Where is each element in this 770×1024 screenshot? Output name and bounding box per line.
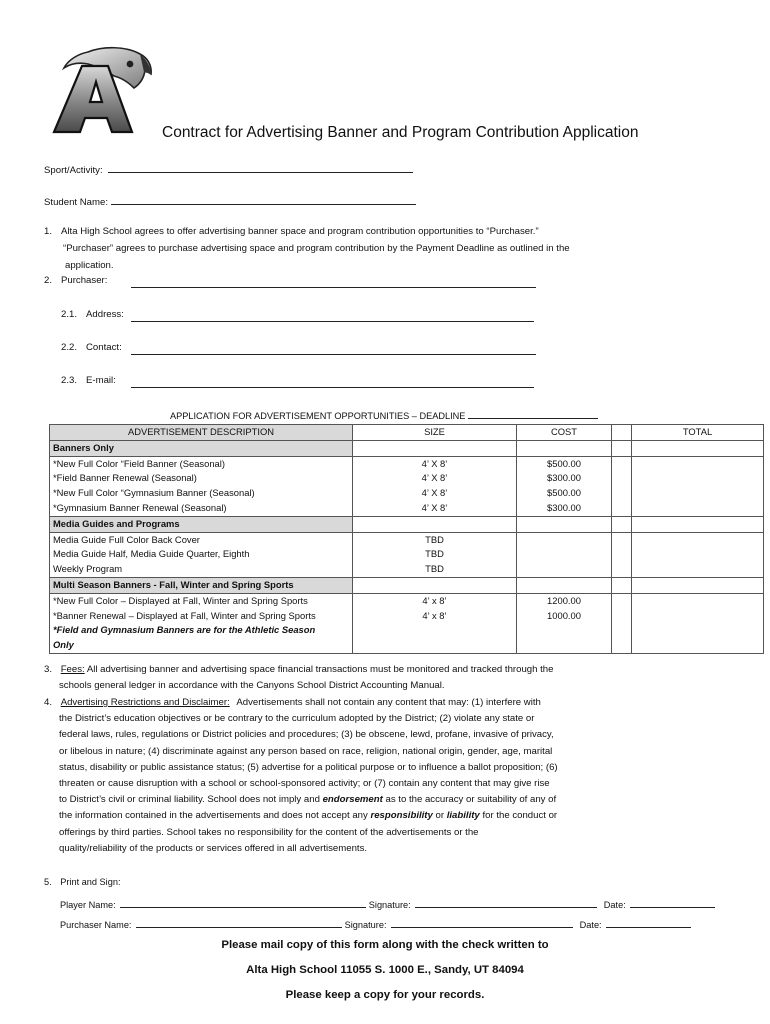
student-field-row bbox=[44, 194, 416, 208]
application-heading bbox=[170, 409, 598, 421]
table-row bbox=[50, 577, 764, 593]
player-signature-label: Signature: bbox=[368, 900, 411, 910]
row-check-cell[interactable] bbox=[612, 456, 632, 516]
banner-cost-4: $300.00 bbox=[547, 501, 581, 513]
fees-line-2: schools general ledger in accordance with the Canyons School District Accounting Manual. bbox=[59, 680, 445, 692]
restrictions-line-9: offerings by third parties. School takes no responsibility for the content of the advertisements or the bbox=[59, 826, 479, 838]
deadline-input-line[interactable] bbox=[468, 409, 598, 419]
footer-line-3: Please keep a copy for your records. bbox=[285, 989, 485, 1001]
item-2-number: 2. bbox=[44, 275, 53, 286]
banner-desc-3: *New Full Color “Gymnasium Banner (Seasonal) bbox=[53, 487, 255, 499]
row-size bbox=[353, 532, 517, 577]
player-name-input-line[interactable] bbox=[120, 897, 366, 908]
sign-number: 5. bbox=[44, 877, 52, 887]
table-row bbox=[50, 532, 764, 577]
contact-number: 2.2. bbox=[61, 342, 78, 353]
section-media-guides: Media Guides and Programs bbox=[50, 516, 353, 532]
address-label: Address: bbox=[86, 309, 124, 320]
banner-cost-1: $500.00 bbox=[547, 457, 581, 469]
row-cost bbox=[517, 532, 612, 577]
purchaser-date-input-line[interactable] bbox=[606, 917, 691, 928]
restrictions-line-8e: for the conduct or bbox=[482, 810, 558, 822]
item-1-line-1: Alta High School agrees to offer advertising banner space and program contribution opportunities to “Purchaser.” bbox=[61, 226, 539, 237]
purchaser-label: Purchaser: bbox=[61, 275, 108, 286]
purchaser-signature-input-line[interactable] bbox=[391, 917, 573, 928]
media-size-1: TBD bbox=[425, 533, 444, 545]
media-desc-2: Media Guide Half, Media Guide Quarter, Eighth bbox=[53, 548, 250, 560]
row-desc bbox=[50, 456, 353, 516]
purchaser-name-label: Purchaser Name: bbox=[60, 920, 132, 930]
row-size bbox=[353, 593, 517, 653]
restrictions-number: 4. bbox=[44, 697, 53, 708]
item-1-line-2: “Purchaser” agrees to purchase advertising space and program contribution by the Payment Deadline as outlined in the bbox=[63, 243, 570, 254]
endorsement-term: endorsement bbox=[322, 794, 383, 806]
contact-input-line[interactable] bbox=[131, 344, 536, 355]
email-label: E-mail: bbox=[86, 375, 116, 386]
row-total-cell[interactable] bbox=[632, 593, 764, 653]
section-banners-only: Banners Only bbox=[50, 440, 353, 456]
header-description: ADVERTISEMENT DESCRIPTION bbox=[50, 425, 353, 441]
sport-field-row bbox=[44, 162, 413, 176]
application-heading-text: APPLICATION FOR ADVERTISEMENT OPPORTUNITIES – DEADLINE bbox=[170, 411, 466, 421]
table-row bbox=[50, 593, 764, 653]
restrictions-heading: Advertising Restrictions and Disclaimer: bbox=[60, 697, 230, 708]
fees-section bbox=[44, 662, 553, 694]
banner-size-4: 4’ X 8’ bbox=[421, 501, 448, 513]
media-size-2: TBD bbox=[425, 548, 444, 560]
restrictions-line-2: the District’s education objectives or be contrary to the curriculum adopted by the District; (2) violate any state or bbox=[59, 713, 535, 725]
footer-line-1: Please mail copy of this form along with the check written to bbox=[221, 939, 549, 951]
restrictions-line-8a: the information contained in the advertisements and does not accept any bbox=[59, 810, 368, 822]
restrictions-line-7c: as to the accuracy or suitability of any of bbox=[385, 794, 557, 806]
row-total-cell[interactable] bbox=[632, 456, 764, 516]
header-cost: COST bbox=[517, 425, 612, 441]
multi-size-2: 4’ x 8’ bbox=[422, 609, 447, 621]
advertisement-table bbox=[49, 424, 764, 654]
player-date-label: Date: bbox=[603, 900, 626, 910]
email-number: 2.3. bbox=[61, 375, 78, 386]
table-header-row bbox=[50, 425, 764, 441]
restrictions-line-3: federal laws, rules, regulations or District policies and procedures; (3) be obscene, lewd, profane, invasive of privacy, bbox=[59, 729, 554, 741]
student-name-label: Student Name: bbox=[44, 197, 108, 208]
header-size: SIZE bbox=[353, 425, 517, 441]
item-1-line-3: application. bbox=[65, 260, 114, 271]
table-row bbox=[50, 440, 764, 456]
multi-cost-2: 1000.00 bbox=[547, 609, 581, 621]
sport-label: Sport/Activity: bbox=[44, 165, 103, 176]
fees-line-1: All advertising banner and advertising space financial transactions must be monitored and tracked through the bbox=[86, 664, 554, 675]
purchaser-date-label: Date: bbox=[579, 920, 602, 930]
row-cost bbox=[517, 456, 612, 516]
row-desc bbox=[50, 593, 353, 653]
restrictions-line-5: status, disability or public assistance status; (5) advertise for a political purpose or to influence a ballot proposition; (6) bbox=[59, 761, 558, 773]
sign-heading: Print and Sign: bbox=[60, 877, 121, 887]
restrictions-line-6: threaten or cause disruption with a school or school-sponsored activity; or (7) contain any content that may give rise bbox=[59, 778, 550, 790]
banner-cost-2: $300.00 bbox=[547, 472, 581, 484]
footer-address: Alta High School 11055 S. 1000 E., Sandy, UT 84094 bbox=[246, 964, 524, 976]
fees-heading: Fees: bbox=[60, 664, 85, 675]
restrictions-line-1: Advertisements shall not contain any content that may: (1) interfere with bbox=[236, 697, 541, 708]
item-1-number: 1. bbox=[44, 226, 53, 237]
banner-desc-1: *New Full Color “Field Banner (Seasonal) bbox=[53, 457, 225, 469]
contact-label: Contact: bbox=[86, 342, 122, 353]
page-title: Contract for Advertising Banner and Program Contribution Application bbox=[162, 124, 639, 141]
email-input-line[interactable] bbox=[131, 377, 534, 388]
banner-desc-2: *Field Banner Renewal (Seasonal) bbox=[53, 472, 197, 484]
banner-cost-3: $500.00 bbox=[547, 487, 581, 499]
student-name-input-line[interactable] bbox=[111, 194, 416, 205]
address-number: 2.1. bbox=[61, 309, 78, 320]
restrictions-line-8 bbox=[44, 808, 558, 824]
logo-letter: A bbox=[48, 44, 49, 45]
row-desc bbox=[50, 532, 353, 577]
responsibility-term: responsibility bbox=[370, 810, 433, 822]
section-multi-season: Multi Season Banners - Fall, Winter and Spring Sports bbox=[50, 577, 353, 593]
media-size-3: TBD bbox=[425, 563, 444, 575]
liability-term: liability bbox=[446, 810, 480, 822]
header-total: TOTAL bbox=[632, 425, 764, 441]
fees-number: 3. bbox=[44, 664, 53, 675]
row-total-cell[interactable] bbox=[632, 532, 764, 577]
restrictions-line-10: quality/reliability of the products or services offered in all advertisements. bbox=[59, 842, 368, 854]
table-row bbox=[50, 516, 764, 532]
multi-cost-1: 1200.00 bbox=[547, 594, 581, 606]
banner-size-3: 4’ X 8’ bbox=[421, 487, 448, 499]
banner-size-2: 4’ X 8’ bbox=[421, 472, 448, 484]
athletic-season-note-2: Only bbox=[53, 639, 74, 651]
address-input-line[interactable] bbox=[131, 311, 534, 322]
athletic-season-note-1: *Field and Gymnasium Banners are for the Athletic Season bbox=[53, 624, 316, 636]
purchaser-name-input-line[interactable] bbox=[136, 917, 342, 928]
multi-desc-2: *Banner Renewal – Displayed at Fall, Winter and Spring Sports bbox=[53, 609, 316, 621]
banner-desc-4: *Gymnasium Banner Renewal (Seasonal) bbox=[53, 501, 227, 513]
player-name-label: Player Name: bbox=[60, 900, 116, 910]
row-check-cell[interactable] bbox=[612, 532, 632, 577]
player-signature-input-line[interactable] bbox=[415, 897, 597, 908]
restrictions-line-8c: or bbox=[435, 810, 445, 822]
multi-size-1: 4’ x 8’ bbox=[422, 594, 447, 606]
player-date-input-line[interactable] bbox=[630, 897, 715, 908]
banner-size-1: 4’ X 8’ bbox=[421, 457, 448, 469]
media-desc-3: Weekly Program bbox=[53, 563, 123, 575]
row-check-cell[interactable] bbox=[612, 593, 632, 653]
player-sign-row bbox=[60, 897, 715, 910]
restrictions-line-7 bbox=[44, 792, 558, 808]
purchaser-sign-row bbox=[60, 917, 691, 930]
restrictions-section bbox=[44, 695, 558, 857]
restrictions-line-7a: to District’s civil or criminal liability. School does not imply and bbox=[59, 794, 320, 806]
purchaser-signature-label: Signature: bbox=[344, 920, 387, 930]
media-desc-1: Media Guide Full Color Back Cover bbox=[53, 533, 200, 545]
school-logo bbox=[48, 44, 154, 134]
purchaser-input-line[interactable] bbox=[131, 277, 536, 288]
multi-desc-1: *New Full Color – Displayed at Fall, Winter and Spring Sports bbox=[53, 594, 308, 606]
sport-input-line[interactable] bbox=[108, 162, 413, 173]
sign-heading-row bbox=[44, 877, 121, 887]
header-blank bbox=[612, 425, 632, 441]
restrictions-line-4: or libelous in nature; (4) discriminate against any person based on race, religion, national origin, gender, age, marital bbox=[59, 745, 553, 757]
row-size bbox=[353, 456, 517, 516]
row-cost bbox=[517, 593, 612, 653]
table-row bbox=[50, 456, 764, 516]
